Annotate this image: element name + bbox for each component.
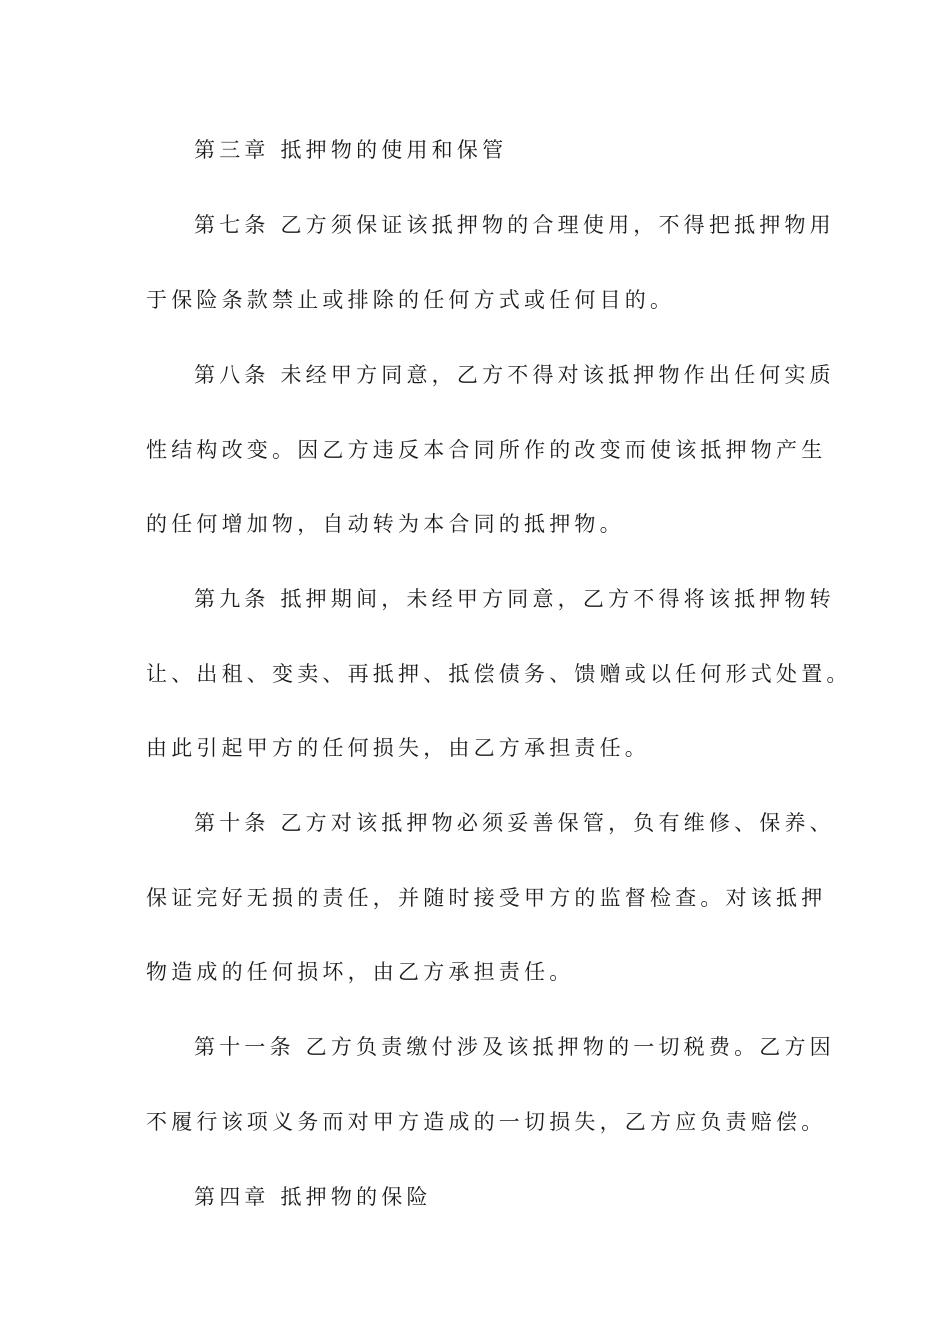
article-7-line-2: 于保险条款禁止或排除的任何方式或任何目的。 <box>146 288 676 312</box>
article-9-line-3: 由此引起甲方的任何损失，由乙方承担责任。 <box>146 736 650 760</box>
chapter-heading-4: 第四章 抵押物的保险 <box>194 1185 432 1209</box>
article-9-line-1: 第九条 抵押期间，未经甲方同意，乙方不得将该抵押物转 <box>194 587 835 611</box>
article-10-line-2: 保证完好无损的责任，并随时接受甲方的监督检查。对该抵押 <box>146 886 827 910</box>
article-10-line-1: 第十条 乙方对该抵押物必须妥善保管，负有维修、保养、 <box>194 811 835 835</box>
chapter-heading-3: 第三章 抵押物的使用和保管 <box>194 138 508 162</box>
article-10-line-3: 物造成的任何损坏，由乙方承担责任。 <box>146 960 575 984</box>
article-8-line-1: 第八条 未经甲方同意，乙方不得对该抵押物作出任何实质 <box>194 363 835 387</box>
article-9-line-2: 让、出租、变卖、再抵押、抵偿债务、馈赠或以任何形式处置。 <box>146 662 852 686</box>
article-7-line-1: 第七条 乙方须保证该抵押物的合理使用，不得把抵押物用 <box>194 213 835 237</box>
article-11-line-2: 不履行该项义务而对甲方造成的一切损失，乙方应负责赔偿。 <box>146 1110 827 1134</box>
article-8-line-2: 性结构改变。因乙方违反本合同所作的改变而使该抵押物产生 <box>146 438 827 462</box>
article-11-line-1: 第十一条 乙方负责缴付涉及该抵押物的一切税费。乙方因 <box>194 1035 835 1059</box>
article-8-line-3: 的任何增加物，自动转为本合同的抵押物。 <box>146 512 625 536</box>
